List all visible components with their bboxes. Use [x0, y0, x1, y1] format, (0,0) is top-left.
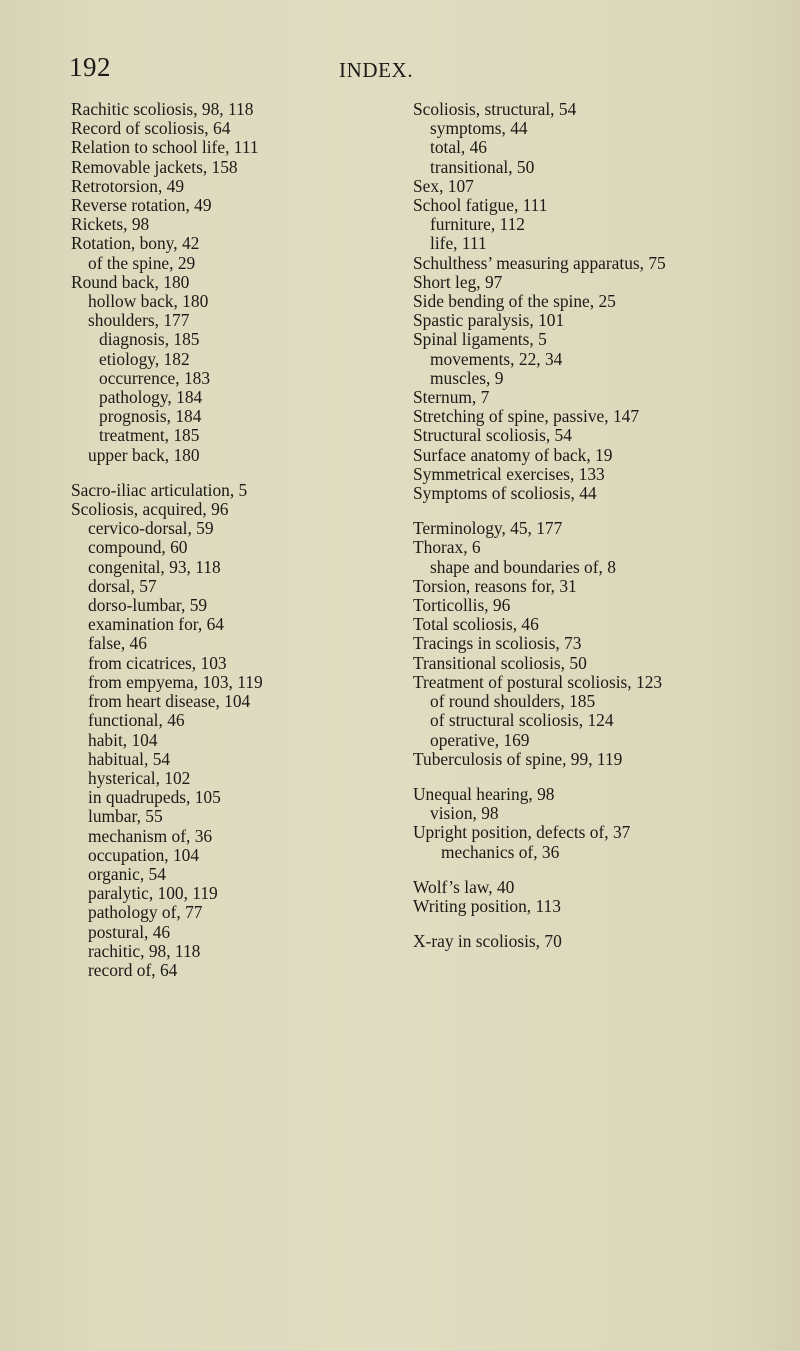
index-entry: Tracings in scoliosis, 73 [413, 633, 582, 654]
index-entry: Symmetrical exercises, 133 [413, 463, 605, 484]
index-subentry: lumbar, 55 [88, 806, 163, 827]
index-subentry: functional, 46 [88, 710, 185, 731]
index-entry: Torticollis, 96 [413, 595, 511, 616]
index-entry: School fatigue, 111 [413, 195, 548, 216]
index-subentry: muscles, 9 [430, 367, 504, 388]
index-subentry: compound, 60 [88, 537, 188, 558]
index-subentry: dorso-lumbar, 59 [88, 595, 208, 616]
index-entry: Retrotorsion, 49 [71, 175, 185, 196]
index-entry: Removable jackets, 158 [71, 156, 238, 177]
index-subentry: mechanics of, 36 [441, 841, 560, 862]
index-subentry: paralytic, 100, 119 [88, 883, 218, 904]
index-subentry: movements, 22, 34 [430, 348, 563, 369]
page-number: 192 [69, 52, 111, 82]
index-subentry: from empyema, 103, 119 [88, 671, 263, 692]
index-subentry: life, 111 [430, 233, 487, 254]
index-subentry: shoulders, 177 [88, 310, 190, 331]
index-entry: Scoliosis, acquired, 96 [71, 499, 229, 520]
index-subentry: of round shoulders, 185 [430, 691, 596, 712]
index-subentry: pathology, 184 [99, 387, 203, 408]
index-subentry: false, 46 [88, 633, 147, 654]
index-entry: Record of scoliosis, 64 [71, 118, 231, 139]
index-entry: Stretching of spine, passive, 147 [413, 406, 640, 427]
index-entry: Total scoliosis, 46 [413, 614, 539, 635]
index-subentry: in quadrupeds, 105 [88, 787, 221, 808]
index-entry: Short leg, 97 [413, 271, 503, 292]
index-subentry: habitual, 54 [88, 748, 171, 769]
index-column-left [71, 100, 401, 980]
index-column-right [413, 100, 783, 951]
index-entry: Scoliosis, structural, 54 [413, 99, 577, 119]
index-subentry: examination for, 64 [88, 614, 224, 635]
index-subentry: mechanism of, 36 [88, 825, 213, 846]
index-subentry: from cicatrices, 103 [88, 652, 227, 673]
index-entry: Tuberculosis of spine, 99, 119 [413, 748, 623, 769]
index-entry: Surface anatomy of back, 19 [413, 444, 613, 465]
index-entry: Symptoms of scoliosis, 44 [413, 483, 597, 504]
index-subentry: from heart disease, 104 [88, 691, 251, 712]
index-entry: Rotation, bony, 42 [71, 233, 200, 254]
index-entry: Relation to school life, 111 [71, 137, 259, 158]
index-entry: Treatment of postural scoliosis, 123 [413, 671, 663, 692]
index-entry: Schulthess’ measuring apparatus, 75 [413, 252, 666, 273]
index-entry: Round back, 180 [71, 271, 190, 292]
index-subentry: occurrence, 183 [99, 367, 211, 388]
index-subentry: postural, 46 [88, 921, 171, 942]
index-entry: Sternum, 7 [413, 387, 490, 408]
index-subentry: prognosis, 184 [99, 406, 202, 427]
index-subentry: hysterical, 102 [88, 767, 191, 788]
index-subentry: rachitic, 98, 118 [88, 940, 201, 961]
index-subentry: pathology of, 77 [88, 902, 203, 923]
index-entry: Sex, 107 [413, 175, 474, 196]
index-subentry: total, 46 [430, 137, 487, 158]
index-subentry: congenital, 93, 118 [88, 556, 221, 577]
index-entry: Transitional scoliosis, 50 [413, 652, 587, 673]
index-subentry: etiology, 182 [99, 348, 190, 369]
index-subentry: of the spine, 29 [88, 252, 196, 273]
index-entry: Reverse rotation, 49 [71, 195, 212, 216]
index-subentry: vision, 98 [430, 803, 499, 824]
index-entry: Thorax, 6 [413, 537, 481, 558]
index-subentry: transitional, 50 [430, 156, 535, 177]
index-subentry: hollow back, 180 [88, 291, 209, 312]
index-entry: Side bending of the spine, 25 [413, 291, 616, 312]
index-entry: Rickets, 98 [71, 214, 150, 235]
index-subentry: organic, 54 [88, 863, 166, 884]
index-subentry: diagnosis, 185 [99, 329, 200, 350]
index-entry: Torsion, reasons for, 31 [413, 575, 577, 596]
index-subentry: shape and boundaries of, 8 [430, 556, 616, 577]
index-entry: Writing position, 113 [413, 895, 561, 916]
index-entry: Rachitic scoliosis, 98, 118 [71, 99, 254, 119]
index-subentry: occupation, 104 [88, 844, 200, 865]
index-entry: Upright position, defects of, 37 [413, 822, 631, 843]
index-subentry: dorsal, 57 [88, 575, 157, 596]
index-entry: Spinal ligaments, 5 [413, 329, 547, 350]
running-head: INDEX. [339, 58, 414, 82]
index-subentry: operative, 169 [430, 729, 530, 750]
index-subentry: furniture, 112 [430, 214, 525, 235]
index-subentry: upper back, 180 [88, 444, 200, 465]
index-entry: Sacro-iliac articulation, 5 [71, 479, 248, 500]
index-entry: Wolf’s law, 40 [413, 876, 515, 897]
index-subentry: record of, 64 [88, 959, 178, 980]
index-entry: Spastic paralysis, 101 [413, 310, 565, 331]
index-subentry: habit, 104 [88, 729, 158, 750]
index-entry: Unequal hearing, 98 [413, 783, 555, 804]
index-subentry: cervico-dorsal, 59 [88, 518, 214, 539]
index-subentry: treatment, 185 [99, 425, 200, 446]
index-entry: Terminology, 45, 177 [413, 518, 563, 539]
index-entry: Structural scoliosis, 54 [413, 425, 572, 446]
index-entry: X-ray in scoliosis, 70 [413, 931, 562, 952]
index-subentry: symptoms, 44 [430, 118, 528, 139]
index-subentry: of structural scoliosis, 124 [430, 710, 614, 731]
